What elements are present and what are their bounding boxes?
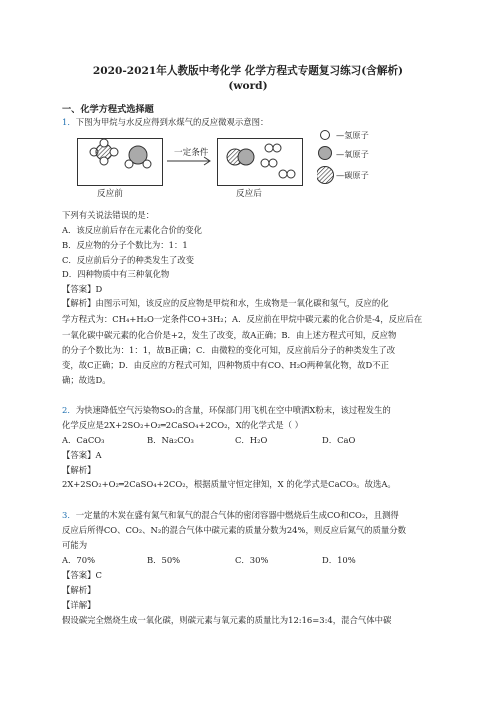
- q3-option-b: B．50%: [147, 555, 181, 565]
- q3-analysis-label: 【解析】: [62, 585, 96, 595]
- title-line-1: 2020-2021年人教版中考化学 化学方程式专题复习练习(含解析): [92, 65, 404, 77]
- q2-option-a: A．CaCO₃: [62, 435, 105, 445]
- q3-option-a: A．70%: [62, 555, 96, 565]
- q1-analysis-5: 变，故C正确；D．由反应的方程式可知，四种物质中有CO、H₂O两种氧化物，故D不正: [62, 360, 390, 370]
- q2-answer: 【答案】A: [62, 450, 102, 460]
- legend-hydrogen: —氢原子: [336, 130, 369, 140]
- q1-stem: [62, 116, 268, 128]
- legend-carbon: —碳原子: [336, 170, 369, 180]
- q1-option-c: C．反应前后分子的种类发生了改变: [62, 255, 195, 265]
- q2-option-d: D．CaO: [322, 435, 356, 445]
- q3-stem-1: [62, 509, 399, 521]
- q3-option-d: D．10%: [322, 555, 356, 565]
- q1-answer: 【答案】D: [62, 284, 103, 294]
- q1-number: 1．: [62, 117, 76, 127]
- q2-analysis-label: 【解析】: [62, 465, 96, 475]
- after-molecules: [217, 138, 303, 186]
- q3-option-c: C．30%: [235, 555, 269, 565]
- q1-analysis-4: 的分子个数比为：1：1，故B正确；C．由微粒的变化可知，反应前后分子的种类发生了改: [62, 345, 396, 355]
- q3-stem-3: 可能为: [62, 540, 88, 550]
- q3-number: 3．: [62, 510, 76, 520]
- q2-stem-2: 化学反应是2X+2SO₂+O₂═2CaSO₄+2CO₂，X的化学式是（ ）: [62, 420, 304, 430]
- before-label: 反应前: [97, 189, 123, 199]
- q3-stem-text-1: 一定量的木炭在盛有氮气和氧气的混合气体的密闭容器中燃烧后生成CO和CO₂，且测得: [75, 510, 399, 520]
- q1-stem-text: 下图为甲烷与水反应得到水煤气的反应微观示意图：: [75, 117, 269, 127]
- arrow-icon: [165, 156, 215, 166]
- before-molecules: [77, 138, 163, 186]
- q3-answer: 【答案】C: [62, 570, 102, 580]
- q3-detail-label: 【详解】: [62, 600, 96, 610]
- q1-analysis-2: 学方程式为：CH₄+H₂O一定条件CO+3H₂；A．反应前在甲烷中碳元素的化合价是-4，反应后在: [62, 314, 423, 324]
- q3-detail: 假设碳完全燃烧生成一氧化碳，则碳元素与氧元素的质量比为12:16=3:4，混合气体中碳: [62, 615, 392, 625]
- section-heading: 一、化学方程式选择题: [62, 104, 154, 115]
- title-line-2: (word): [228, 80, 268, 92]
- q1-option-d: D．四种物质中有三种氧化物: [62, 269, 170, 279]
- q1-analysis-6: 确；故选D。: [62, 375, 111, 385]
- q1-option-a: A．该反应前后存在元素化合价的变化: [62, 225, 203, 235]
- q1-analysis-3: 一氧化碳中碳元素的化合价是+2，发生了改变，故A正确；B．由上述方程式可知，反应物: [62, 330, 397, 340]
- q2-number: 2．: [62, 405, 76, 415]
- after-label: 反应后: [236, 189, 262, 199]
- q1-option-b: B．反应物的分子个数比为：1：1: [62, 240, 188, 250]
- q2-option-c: C．H₂O: [235, 435, 268, 445]
- legend-oxygen: —氧原子: [336, 149, 369, 159]
- document-title: [0, 64, 496, 94]
- condition-label: 一定条件: [174, 148, 209, 158]
- q2-stem-1: [62, 404, 391, 416]
- reaction-diagram: [77, 132, 377, 206]
- q1-analysis-1: 【解析】由图示可知，该反应的反应物是甲烷和水，生成物是一氧化碳和氢气，反应的化: [62, 298, 389, 308]
- legend-icons: [317, 128, 337, 192]
- q2-stem-text-1: 为快速降低空气污染物SO₂的含量，环保部门用飞机在空中喷洒X粉末，该过程发生的: [75, 405, 391, 415]
- q2-analysis: 2X+2SO₂+O₂═2CaSO₄+2CO₂，根据质量守恒定律知，X 的化学式是CaCO₃。故选A。: [62, 479, 396, 489]
- q1-prompt: 下列有关说法错误的是：: [62, 210, 155, 220]
- q3-stem-2: 反应后所得CO、CO₂、N₂的混合气体中碳元素的质量分数为24%，则反应后氮气的质量分数: [62, 525, 406, 535]
- q2-option-b: B．Na₂CO₃: [147, 435, 194, 445]
